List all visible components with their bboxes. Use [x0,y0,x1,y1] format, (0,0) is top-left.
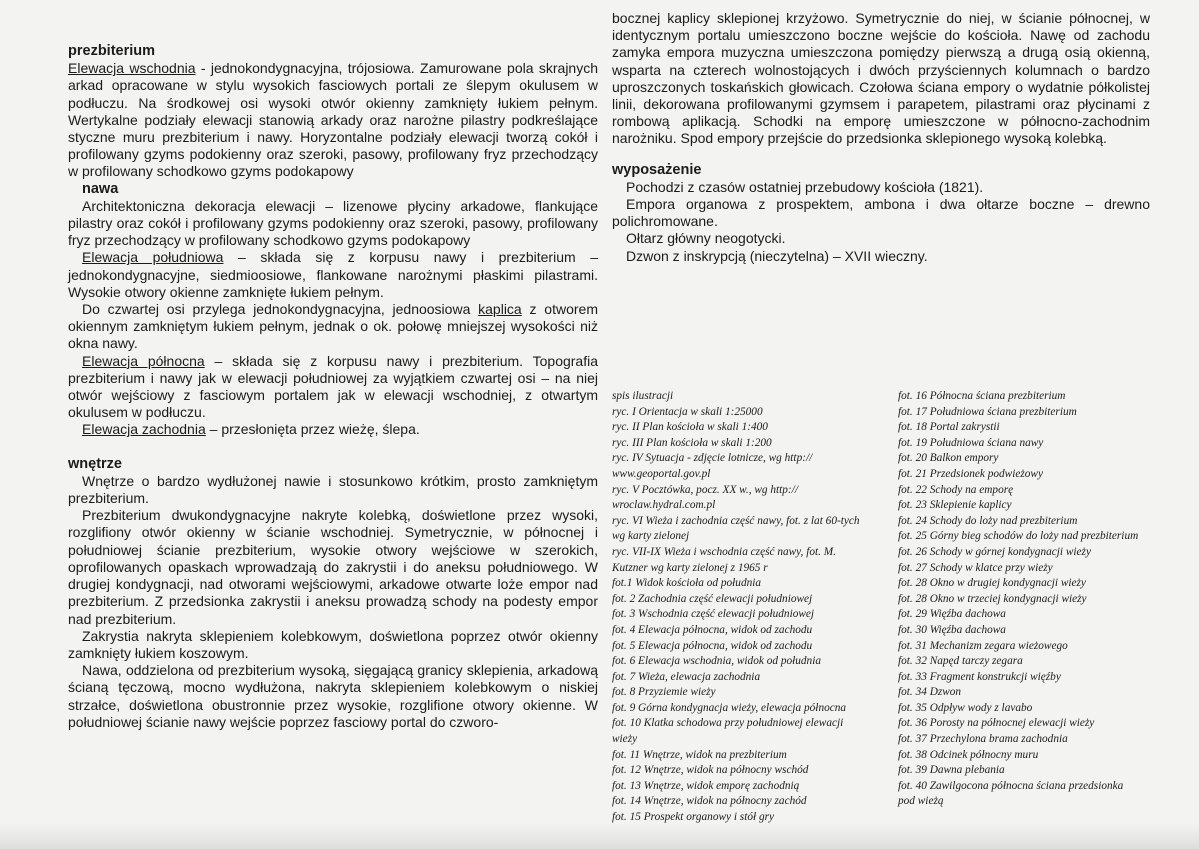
caption-line: fot. 32 Napęd tarczy zegara [898,655,1023,668]
caption-line: fot. 4 Elewacja północna, widok od zachodu [612,623,813,636]
text-kaplica-pre: Do czwartej osi przylega jednokondygnacyjna, jednoosiowa [82,301,479,318]
illustration-list-left [612,389,882,826]
caption-line: fot. 34 Dzwon [898,686,962,699]
illustration-list-right [898,389,1168,810]
paragraph-elewacja-zachodnia [68,421,598,438]
text-wyposazenie-4: Dzwon z inskrypcją (nieczytelna) – XVII wieczny. [626,247,928,264]
left-column [68,43,598,731]
caption-line: fot. 40 Zawilgocona północna ściana przedsionka [898,779,1124,792]
caption-line: wroclaw.hydral.com.pl [612,499,716,512]
caption-line: ryc. III Plan kościoła w skali 1:200 [612,436,772,449]
caption-line: fot. 11 Wnętrze, widok na prezbiterium [612,748,787,761]
caption-line: fot. 28 Okno w drugiej kondygnacji wieży [898,577,1086,590]
text-wnetrze-2: Prezbiterium dwukondygnacyjne nakryte kolebką, doświetlone przez wysoki, rozglifiony otwór okienny w ścianie wschodniej. Symetrycznie, w północnej i południowej ścianie prezbiterium, wysokie otwory wejściowe w szerokich, oprofilowanych opaskach wprowadzają do zakrystii i do aneksu południowego. W drugiej kondygnacji, nad otworami wejściowymi, arkadowe otwarte loże empor nad prezbiterium. Z przedsionka zakrystii i aneksu prowadzą schody na podesty empor nad prezbiterium. [68,507,598,627]
label-kaplica: kaplica [478,301,522,318]
caption-line: wieży [612,733,638,746]
paragraph-continuation: bocznej kaplicy sklepionej krzyżowo. Symetrycznie do niej, w ścianie północnej, w identycznym portalu umieszczono boczne wejście do kościoła. Nawę od zachodu zamyka empora muzyczna umieszczona pomiędzy pierwszą a drugą osią okienną, wsparta na czterech wolnostojących i dwóch przyściennych kolumnach o bardzo uproszczonych toskańskich głowicach. Czołowa ściana empory o wydatnie półkolistej linii, dekorowana profilowanymi gzymsem i parapetem, pilastrami oraz płycinami z rombową aplikacją. Schodki na emporę umieszczone w północno-zachodnim narożniku. Spod empory przejście do przedsionka sklepionego wysoką kolebką. [612,10,1150,147]
text-elewacja-zachodnia: – przesłonięta przez wieżę, ślepa. [205,421,420,438]
caption-line: fot. 15 Prospekt organowy i stół gry [612,811,775,824]
caption-line: ryc. VI Wieża i zachodnia część nawy, fot. z lat 60-tych [612,514,860,527]
caption-line: fot. 33 Fragment konstrukcji więźby [898,670,1061,683]
caption-line: www.geoportal.gov.pl [612,467,711,480]
caption-line: fot. 24 Schody do loży nad prezbiterium [898,514,1078,527]
heading-wyposazenie: wyposażenie [612,161,702,178]
caption-line: fot. 37 Przechylona brama zachodnia [898,733,1068,746]
text-wnetrze-3: Zakrystia nakryta sklepieniem kolebkowym, doświetlona poprzez otwór okienny zamknięty łukiem koszowym. [68,627,598,661]
paragraph-nawa [68,198,598,250]
page-edge-shadow [0,823,1199,849]
caption-line: fot. 7 Wieża, elewacja zachodnia [612,670,761,683]
caption-line: fot. 13 Wnętrze, widok emporę zachodnią [612,779,800,792]
paragraph-elewacja-wschodnia [68,60,598,180]
caption-line: fot. 18 Portal zakrystii [898,421,1000,434]
paragraph-wnetrze-4 [68,662,598,731]
heading-prezbiterium: prezbiterium [68,43,156,59]
paragraph-wnetrze-3 [68,628,598,662]
caption-line: fot. 39 Dawna plebania [898,764,1005,777]
text-nawa: Architektoniczna dekoracja elewacji – lizenowe płyciny arkadowe, flankujące pilastry oraz cokół i profilowany gzyms podokienny oraz szeroki, pasowy, profilowany fryz przechodzący w profilowany schodkowo gzyms podokapowy [68,197,598,249]
caption-line: fot. 25 Górny bieg schodów do loży nad prezbiterium [898,530,1139,543]
caption-line: ryc. II Plan kościoła w skali 1:400 [612,421,768,434]
caption-line: pod wieżą [898,795,944,808]
paragraph-wyposazenie-2 [612,196,1150,230]
caption-line: fot. 12 Wnętrze, widok na północny wschód [612,764,809,777]
caption-line: fot. 31 Mechanizm zegara wieżowego [898,639,1068,652]
caption-line: fot. 28 Okno w trzeciej kondygnacji wieży [898,592,1087,605]
caption-line: fot. 10 Klatka schodowa przy południowej elewacji [612,717,844,730]
caption-line: fot. 35 Odpływ wody z lavabo [898,701,1033,714]
caption-line: fot. 30 Więźba dachowa [898,623,1006,636]
label-elewacja-wschodnia: Elewacja wschodnia [68,60,196,77]
right-column [612,10,1150,265]
caption-line: ryc. IV Sytuacja - zdjęcie lotnicze, wg http:// [612,452,813,465]
caption-line: fot. 17 Południowa ściana prezbiterium [898,405,1077,418]
heading-nawa: nawa [82,180,119,197]
caption-line: ryc. V Pocztówka, pocz. XX w., wg http:// [612,483,798,496]
text-elewacja-polnocna: – składa się z korpusu nawy i prezbiterium. Topografia prezbiterium i nawy jak w elewacji południowej za wyjątkiem czwartej osi – na niej otwór wejściowy z fasciowym portalem jak w elewacji wschodniej, z otwartym okulusem w podłuczu. [68,352,598,421]
paragraph-elewacja-poludniowa [68,249,598,301]
text-wnetrze-1: Wnętrze o bardzo wydłużonej nawie i stosunkowo krótkim, prosto zamkniętym prezbiterium. [68,472,598,507]
caption-line: spis ilustracji [612,390,674,402]
caption-line: fot. 22 Schody na emporę [898,483,1014,496]
text-elewacja-poludniowa: – składa się z korpusu nawy i prezbiterium – jednokondygnacyjne, siedmioosiowe, flankowane narożnymi płaskimi pilastrami. Wysokie otwory okienne zamknięte łukiem pełnym. [68,249,598,300]
label-elewacja-poludniowa: Elewacja południowa [82,249,224,266]
caption-line: fot. 27 Schody w klatce przy wieży [898,561,1053,574]
caption-line: fot. 9 Górna kondygnacja wieży, elewacja północna [612,701,847,714]
caption-line: ryc. I Orientacja w skali 1:25000 [612,405,763,418]
caption-line: fot. 26 Schody w górnej kondygnacji wieży [898,545,1091,558]
caption-line: fot. 29 Więźba dachowa [898,608,1006,621]
text-wyposazenie-2: Empora organowa z prospektem, ambona i dwa ołtarze boczne – drewno polichromowane. [612,196,1150,230]
paragraph-wyposazenie-4 [612,248,1150,265]
caption-line: fot.1 Widok kościoła od południa [612,577,762,590]
paragraph-wnetrze-2 [68,507,598,627]
caption-line: fot. 23 Sklepienie kaplicy [898,499,1012,512]
caption-line: fot. 19 Południowa ściana nawy [898,436,1044,449]
caption-line: wg karty zielonej [612,530,690,543]
paragraph-wyposazenie-3 [612,230,1150,247]
text-wyposazenie-1: Pochodzi z czasów ostatniej przebudowy kościoła (1821). [626,178,984,195]
label-elewacja-polnocna: Elewacja północna [82,352,205,369]
text-wyposazenie-3: Ołtarz główny neogotycki. [626,230,786,247]
paragraph-kaplica [68,301,598,353]
caption-line: fot. 6 Elewacja wschodnia, widok od południa [612,655,821,668]
caption-line: fot. 21 Przedsionek podwieżowy [898,467,1043,480]
caption-line: fot. 8 Przyziemie wieży [612,686,716,699]
caption-line: fot. 5 Elewacja północna, widok od zachodu [612,639,813,652]
caption-line: fot. 38 Odcinek północny muru [898,748,1039,761]
caption-line: Kutzner wg karty zielonej z 1965 r [612,561,768,574]
caption-line: fot. 20 Balkon empory [898,452,999,465]
caption-line: fot. 36 Porosty na północnej elewacji wieży [898,717,1095,730]
caption-line: fot. 2 Zachodnia część elewacji południowej [612,592,813,605]
paragraph-elewacja-polnocna [68,353,598,422]
caption-line: fot. 14 Wnętrze, widok na północny zachód [612,795,807,808]
text-elewacja-wschodnia: - jednokondygnacyjna, trójosiowa. Zamurowane pola skrajnych arkad opracowane w stylu wysokich fasciowych portali ze ślepym okulusem w podłuczu. Na środkowej osi wysoki otwór okienny zamknięty łukiem pełnym. Wertykalne podziały elewacji stanowią arkady oraz narożne pilastry podkreślające styczne muru prezbiterium i nawy. Horyzontalne podziały elewacji tworzą cokół i profilowany gzyms podokienny oraz szeroki, pasowy, profilowany fryz przechodzący w profilowany schodkowo gzyms podokapowy [68,60,599,180]
caption-line: ryc. VII-IX Wieża i wschodnia część nawy, fot. M. [612,545,837,558]
text-wnetrze-4: Nawa, oddzielona od prezbiterium wysoką, sięgającą granicy sklepienia, arkadową ścianą tęczową, mocno wydłużona, nakryta sklepieniem kolebkowym o niskiej strzałce, doświetlona obustronnie przez wysokie, rozglifione otwory okienne. W południowej ścianie nawy wejście poprzez fasciowy portal do czworo- [68,662,598,730]
paragraph-wyposazenie-1 [612,179,1150,196]
paragraph-wnetrze-1 [68,473,598,507]
label-elewacja-zachodnia: Elewacja zachodnia [82,421,206,438]
heading-wnetrze: wnętrze [68,455,122,472]
caption-line: fot. 16 Północna ściana prezbiterium [898,390,1066,402]
caption-line: fot. 3 Wschodnia część elewacji południowej [612,608,815,621]
text-kaplica-post: z otworem okiennym zamkniętym łukiem pełnym, jednak o ok. połowę mniejszej wysokości niż okna nawy. [68,301,598,352]
